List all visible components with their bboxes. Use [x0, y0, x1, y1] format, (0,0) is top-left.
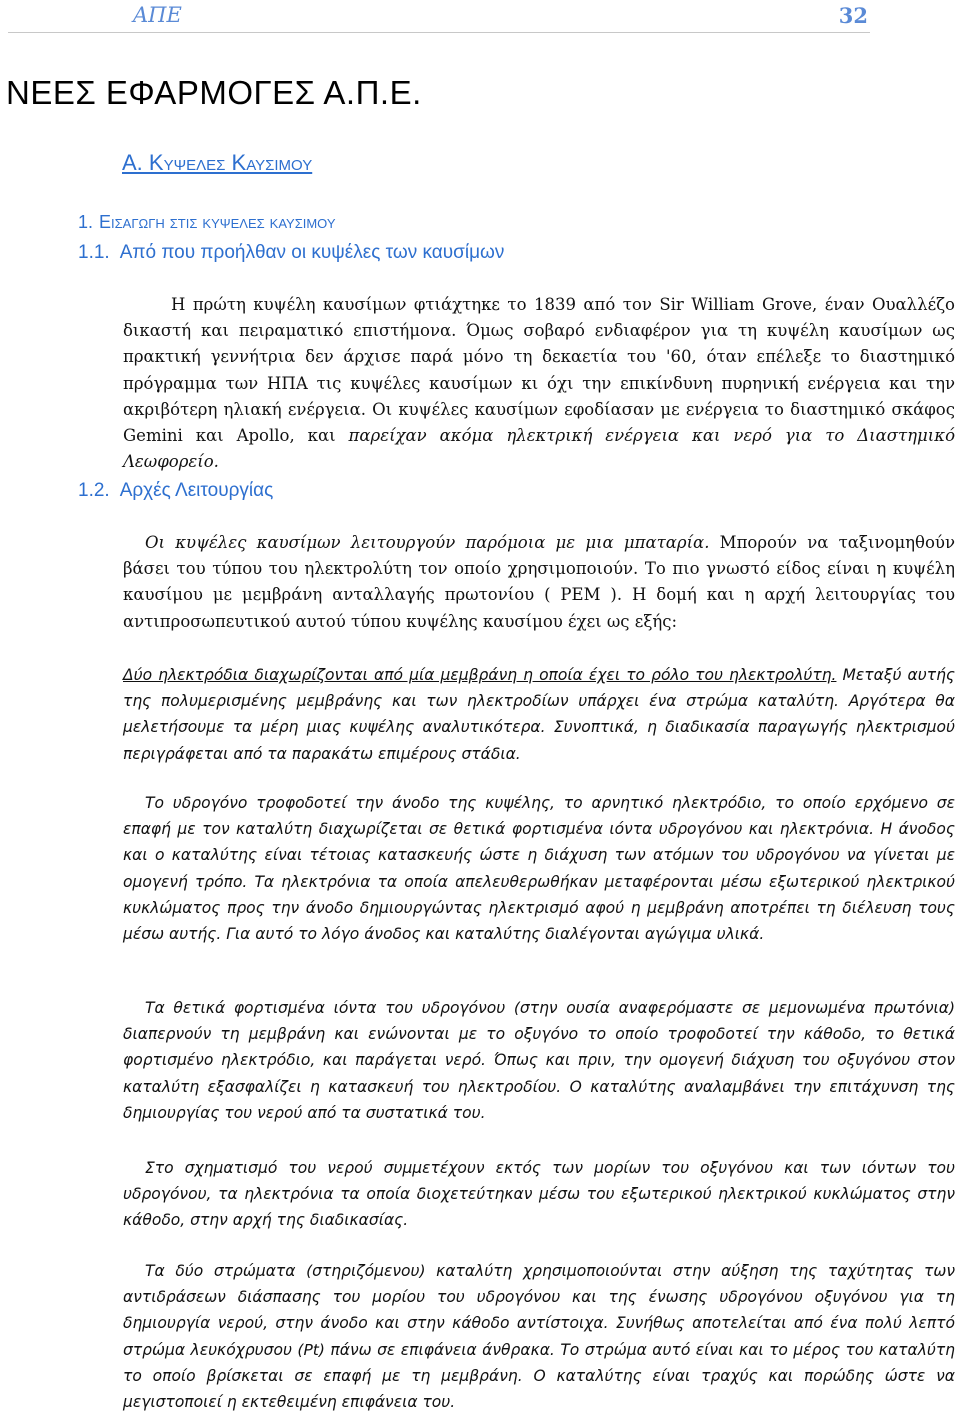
header-title: ΑΠΕ — [133, 3, 182, 27]
paragraph-principles-text: Μπορούν να ταξινομηθούν βάσει του τύπου του ηλεκτρολύτη τον οποίο χρησιμοποιούν. Το πιο γνωστό είδος είναι η κυψέλη καυσίμου με μεμβράνη ανταλλαγής πρωτονίου ( PEM ). Η δομή και η αρχή λειτουργίας του αντιπροσωπευτικού αυτού τύπου κυψέλης καυσίμου έχει ως εξής: — [123, 533, 955, 631]
paragraph-water-formation: Στο σχηματισμό του νερού συμμετέχουν εκτός των μορίων του οξυγόνου και των ιόντων του υδρογόνου, τα ηλεκτρόνια τα οποία διοχετεύτηκαν μέσω του εξωτερικού ηλεκτρικού κυκλώματος στην κάθοδο, στην αρχή της διαδικασίας. — [123, 1159, 955, 1230]
subsection-1-1-title: Από που προήλθαν οι κυψέλες των καυσίμων — [119, 242, 505, 263]
paragraph-history-italic: παρείχαν ακόμα ηλεκτρική ενέργεια και νερό για το Διαστημικό Λεωφορείο. — [123, 426, 955, 472]
section-1-title: Εισαγωγη στις κυψελες καυσιμου — [99, 212, 336, 232]
subsection-1-1-number: 1.1. — [78, 242, 110, 263]
section-1-heading[interactable] — [78, 212, 336, 233]
paragraph-principles-intro — [123, 530, 955, 635]
paragraph-catalyst: Τα δύο στρώματα (στηριζόμενου) καταλύτη χρησιμοποιούνται στην αύξηση της ταχύτητας των αντιδράσεων διάσπασης του μορίου του υδρογόνου και της ένωσης υδρογόνου οξυγόνου για τη δημιουργία νερού, στην άνοδο και στην κάθοδο αντίστοιχα. Συνήθως αποτελείται από ένα πολύ λεπτό στρώμα λευκόχρυσου (Pt) πάνω σε επιφάνεια άνθρακα. Το στρώμα αυτό είναι και το μέρος του καταλύτη το οποίο βρίσκεται σε επαφή με τη μεμβράνη. Ο καταλύτης είναι τραχύς και πορώδης ώστε να μεγιστοποιεί η εκτεθειμένη επιφάνεια του. — [123, 1262, 955, 1412]
page-header — [8, 0, 870, 33]
section-a-heading[interactable]: Α. Κυψελες Καυσιμου — [122, 150, 313, 175]
section-1-number: 1. — [78, 212, 94, 232]
paragraph-anode: Το υδρογόνο τροφοδοτεί την άνοδο της κυψέλης, το αρνητικό ηλεκτρόδιο, το οποίο ερχόμενο σε επαφή με τον καταλύτη διαχωρίζεται σε θετικά φορτισμένα ιόντα υδρογόνου και ηλεκτρόνια. Η άνοδος και ο καταλύτης είναι τέτοιας κατασκευής ώστε η διάχυση των ατόμων του υδρογόνου να γίνεται με ομογενή τρόπο. Τα ηλεκτρόνια τα οποία απελευθερωθήκαν μεταφέρονται μέσω εξωτερικού ηλεκτρικού κυκλώματος προς την άνοδο δημιουργώντας ηλεκτρισμό αφού η μεμβράνη αποτρέπει τη διέλευση τους μέσω αυτής. Για αυτό το λόγο άνοδος και καταλύτης διαλέγονται αγώγιμα υλικά. — [123, 794, 955, 944]
paragraph-cathode: Τα θετικά φορτισμένα ιόντα του υδρογόνου (στην ουσία αναφερόμαστε σε μεμονωμένα πρωτόνια) διαπερνούν τη μεμβράνη και ενώνονται με το οξυγόνο το οποίο τροφοδοτεί την κάθοδο, το θετικά φορτισμένο ηλεκτρόδιο, και παράγεται νερό. Όπως και πριν, την ομογενή διάχυση του οξυγόνου στον καταλύτη εξασφαλίζει η κατασκευή του ηλεκτροδίου. Ο καταλύτης αναλαμβάνει την επιτάχυνση της δημιουργίας του νερού από τα συστατικά του. — [123, 999, 955, 1122]
paragraph-history — [123, 292, 955, 475]
paragraph-electrodes-rest: Μεταξύ αυτής της πολυμερισμένης μεμβράνης και των ηλεκτροδίων υπάρχει ένα στρώμα καταλύτη. Αργότερα θα μελετήσουμε τα μέρη μιας κυψέλης αναλυτικότερα. Συνοπτικά, η διαδικασία παραγωγής ηλεκτρισμού περιγράφεται από τα παρακάτω επιμέρους στάδια. — [123, 666, 955, 763]
paragraph-electrodes-underlined: Δύο ηλεκτρόδια διαχωρίζονται από μία μεμβράνη η οποία έχει το ρόλο του ηλεκτρολύτη. — [123, 666, 837, 684]
page-number: 32 — [838, 3, 868, 28]
paragraph-electrodes — [123, 662, 955, 767]
paragraph-history-text: Η πρώτη κυψέλη καυσίμων φτιάχτηκε το 1839 από τον Sir William Grove, έναν Ουαλλέζο δικαστή και πειραματικό επιστήμονα. Όμως σοβαρό ενδιαφέρον για τη κυψέλη καυσίμων ως πρακτική γεννήτρια δεν άρχισε παρά μόνο τη δεκαετία του '60, όταν επέλεξε το διαστημικό πρόγραμμα των ΗΠΑ τις κυψέλες καυσίμων κι όχι την επικίνδυνη πυρηνική ενέργεια και την ακριβότερη ηλιακή ενέργεια. Οι κυψέλες καυσίμων εφοδίασαν με ενέργεια το διαστημικό σκάφος Gemini και Apollo, και — [123, 295, 955, 446]
subsection-1-2-heading[interactable] — [78, 480, 273, 502]
paragraph-principles-italic: Οι κυψέλες καυσίμων λειτουργούν παρόμοια με μια μπαταρία. — [145, 533, 710, 552]
subsection-1-1-heading[interactable] — [78, 242, 504, 264]
subsection-1-2-title: Αρχές Λειτουργίας — [119, 480, 274, 501]
subsection-1-2-number: 1.2. — [78, 480, 110, 501]
document-title: ΝΕΕΣ ΕΦΑΡΜΟΓΕΣ Α.Π.Ε. — [6, 74, 422, 111]
